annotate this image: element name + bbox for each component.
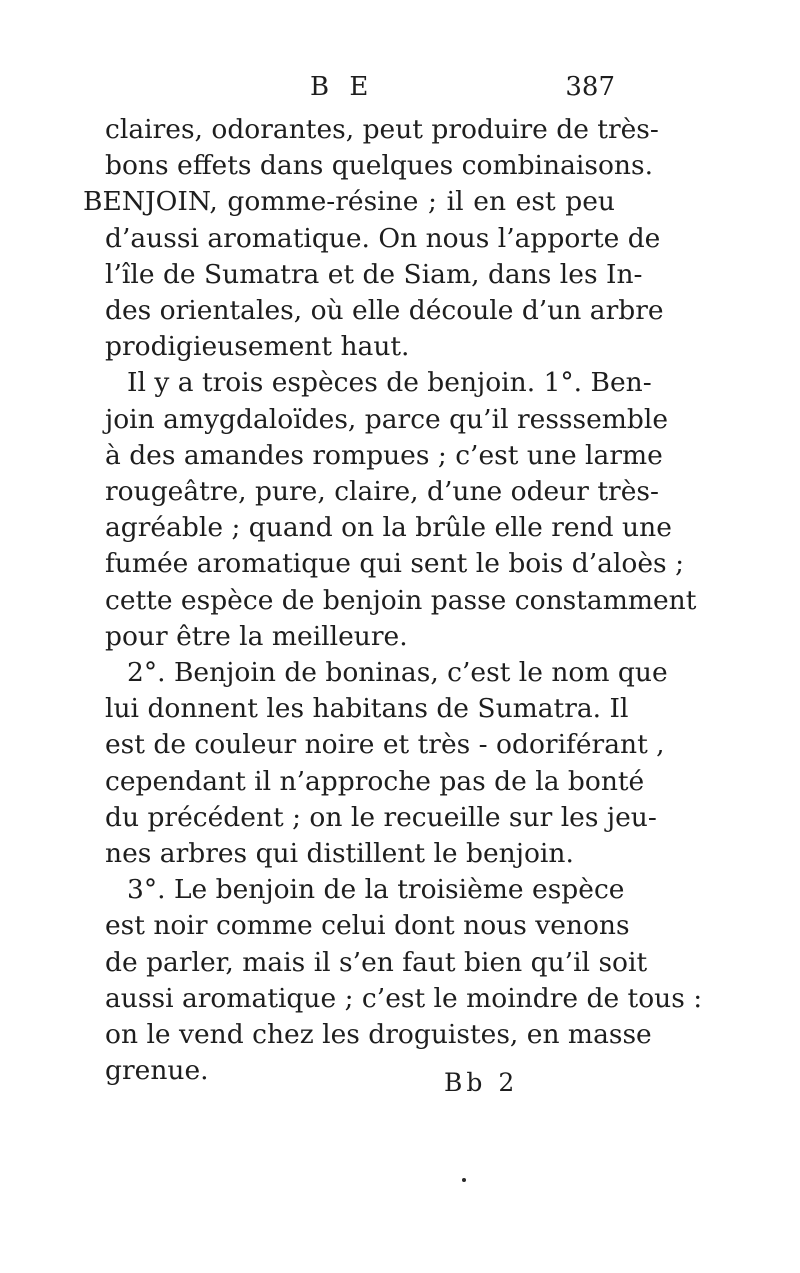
page-header xyxy=(105,72,615,112)
text-line: des orientales, où elle découle d’un arbre xyxy=(105,295,664,327)
text-line: bons effets dans quelques combinaisons. xyxy=(105,150,653,182)
text-line: agréable ; quand on la brûle elle rend une xyxy=(105,512,672,544)
text-line: est de couleur noire et très - odoriférant , xyxy=(105,729,665,761)
ink-speck xyxy=(462,1178,466,1182)
text-line: Il y a trois espèces de benjoin. 1°. Ben- xyxy=(127,367,652,399)
text-line: prodigieusement haut. xyxy=(105,331,410,363)
signature-mark: Bb 2 xyxy=(444,1068,519,1097)
text-line: join amygdaloïdes, parce qu’il resssemble xyxy=(105,403,669,435)
text-line: nes arbres qui distillent le benjoin. xyxy=(105,838,574,870)
text-line: de parler, mais il s’en faut bien qu’il soit xyxy=(105,946,648,978)
text-line: on le vend chez les droguistes, en masse xyxy=(105,1019,652,1051)
text-line: aussi aromatique ; c’est le moindre de tous : xyxy=(105,982,703,1014)
text-line: rougeâtre, pure, claire, d’une odeur très- xyxy=(105,476,659,508)
text-line: 3°. Le benjoin de la troisième espèce xyxy=(127,874,625,906)
running-head: B E xyxy=(310,72,375,102)
text-line: du précédent ; on le recueille sur les jeu- xyxy=(105,801,657,833)
text-line: cette espèce de benjoin passe constamment xyxy=(105,584,697,616)
text-line: cependant il n’approche pas de la bonté xyxy=(105,765,645,797)
text-line: BENJOIN, gomme-résine ; il en est peu xyxy=(83,186,615,218)
body-text xyxy=(83,112,703,1089)
text-line: l’île de Sumatra et de Siam, dans les In- xyxy=(105,258,643,290)
text-line: 2°. Benjoin de boninas, c’est le nom que xyxy=(127,657,668,689)
text-line: est noir comme celui dont nous venons xyxy=(105,910,630,942)
text-line: lui donnent les habitans de Sumatra. Il xyxy=(105,693,629,725)
text-line: claires, odorantes, peut produire de très- xyxy=(105,114,659,145)
text-line: fumée aromatique qui sent le bois d’aloès ; xyxy=(105,548,685,580)
text-line: d’aussi aromatique. On nous l’apporte de xyxy=(105,222,661,254)
page-number: 387 xyxy=(565,72,615,102)
text-line: grenue. xyxy=(105,1055,209,1087)
text-line: pour être la meilleure. xyxy=(105,620,408,652)
text-line: à des amandes rompues ; c’est une larme xyxy=(105,439,663,471)
